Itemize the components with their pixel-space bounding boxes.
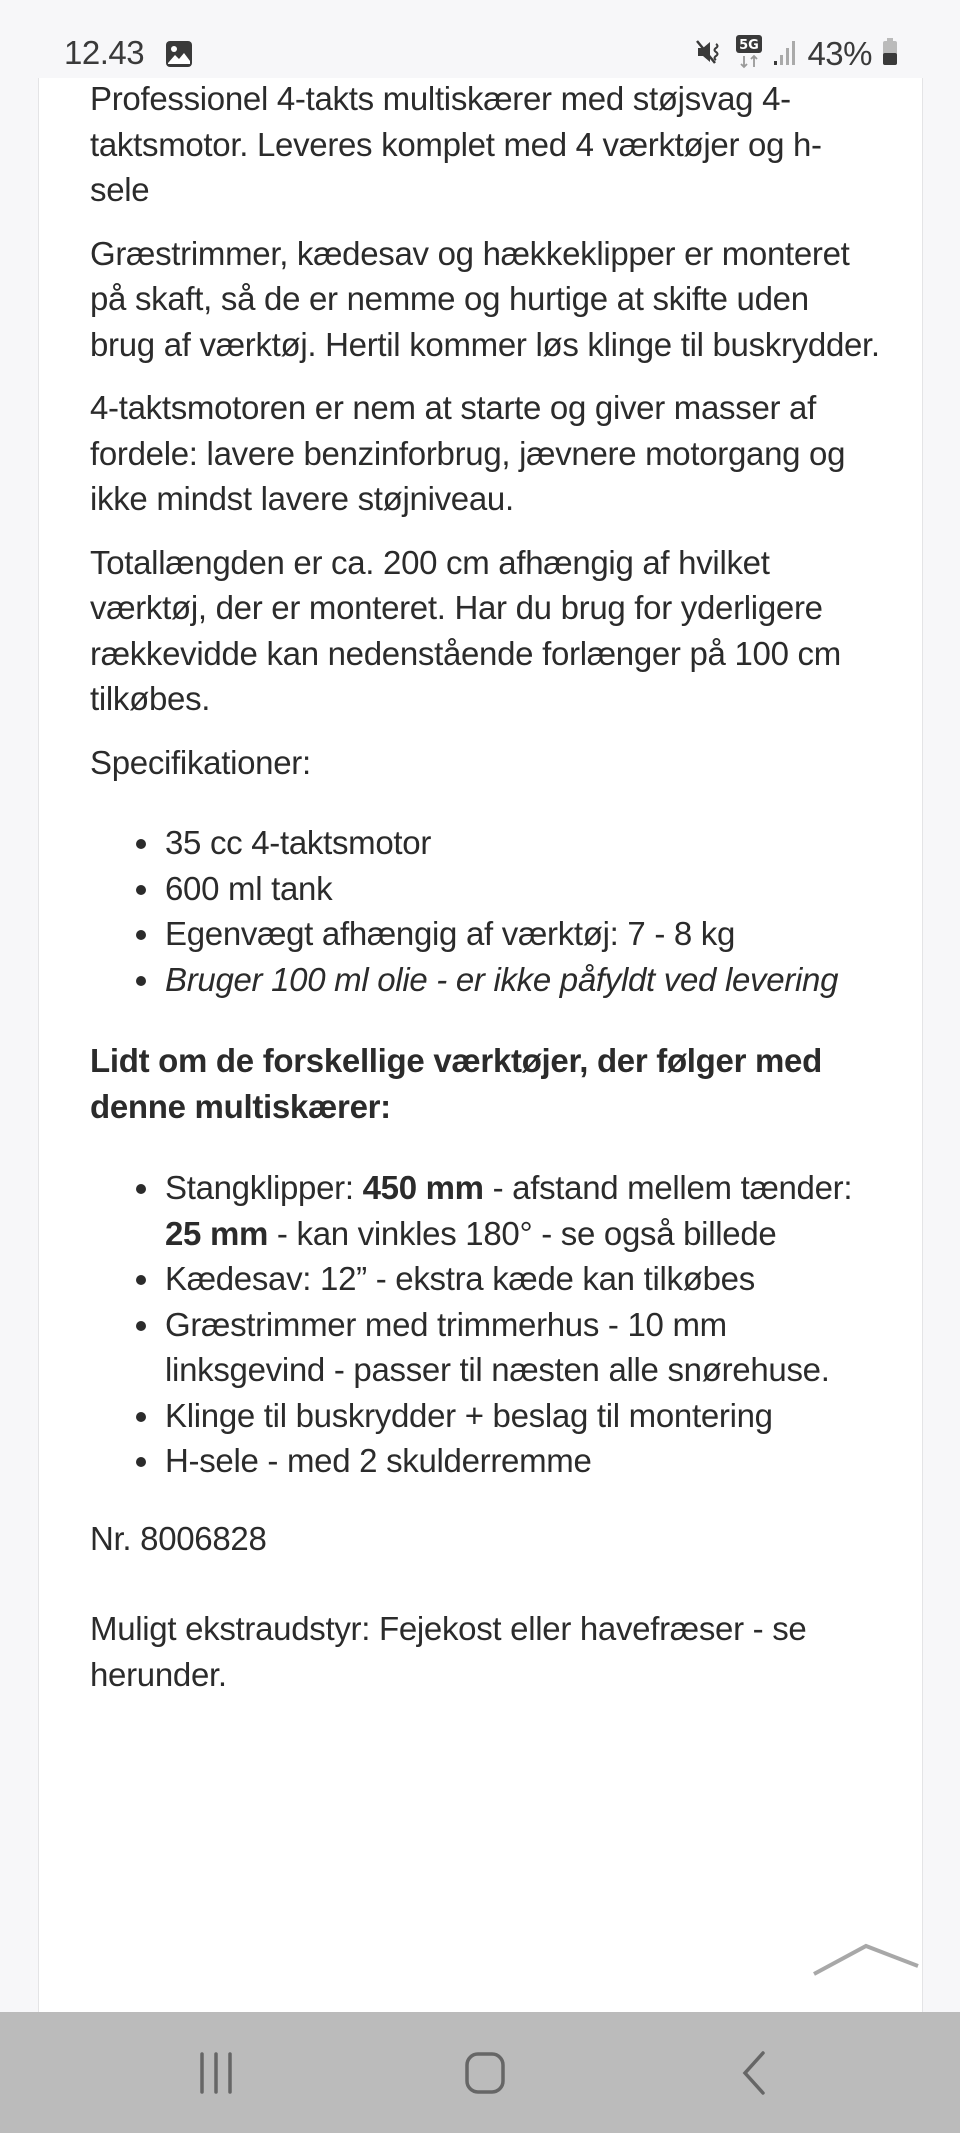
back-button[interactable] <box>724 2048 784 2098</box>
recent-apps-button[interactable] <box>186 2048 246 2098</box>
accessories-text: Muligt ekstraudstyr: Fejekost eller havefræser - se herunder. <box>90 1610 807 1693</box>
tool-item: Græstrimmer med trimmerhus - 10 mm linksgevind - passer til næsten alle snørehuse. <box>165 1302 880 1393</box>
intro-paragraph: Professionel 4-takts multiskærer med støjsvag 4-taktsmotor. Leveres komplet med 4 værktøjer og h-sele <box>90 80 822 208</box>
gallery-notification-icon <box>165 40 193 68</box>
svg-text:5G: 5G <box>739 37 760 53</box>
recent-apps-icon <box>196 2051 236 2095</box>
item-number: Nr. 8006828 <box>90 1519 267 1557</box>
chevron-up-icon <box>812 1942 920 1978</box>
spec-item: Bruger 100 ml olie - er ikke påfyldt ved levering <box>165 957 880 1003</box>
tool-item: Klinge til buskrydder + beslag til montering <box>165 1393 880 1439</box>
5g-data-icon <box>735 35 763 74</box>
tool-item: Kædesav: 12” - ekstra kæde kan tilkøbes <box>165 1256 880 1302</box>
specifications-list <box>90 820 880 1002</box>
product-description <box>90 76 880 1715</box>
spec-item: 600 ml tank <box>165 866 880 912</box>
battery-icon <box>882 38 898 71</box>
status-time: 12.43 <box>64 34 145 71</box>
status-bar <box>0 0 960 78</box>
spec-item: Egenvægt afhængig af værktøj: 7 - 8 kg <box>165 911 880 957</box>
battery-percent: 43% <box>807 35 872 72</box>
engine-paragraph: 4-taktsmotoren er nem at starte og giver masser af fordele: lavere benzinforbrug, jævnere motorgang og ikke mindst lavere støjniveau. <box>90 389 846 517</box>
home-button[interactable] <box>455 2048 515 2098</box>
back-icon <box>739 2051 769 2095</box>
scroll-to-top-button[interactable] <box>812 1942 920 1978</box>
specifications-heading: Specifikationer: <box>90 743 311 781</box>
navigation-bar <box>0 2012 960 2133</box>
spec-item: 35 cc 4-taktsmotor <box>165 820 880 866</box>
tools-list <box>90 1165 880 1484</box>
tool-item: Stangklipper: 450 mm - afstand mellem tænder: 25 mm - kan vinkles 180° - se også billede <box>165 1165 880 1256</box>
length-paragraph: Totallængden er ca. 200 cm afhængig af hvilket værktøj, der er monteret. Har du brug for yderligere rækkevidde kan nedenstående forlænger på 100 cm tilkøbes. <box>90 543 841 717</box>
tool-item: H-sele - med 2 skulderremme <box>165 1438 880 1484</box>
status-icons <box>695 34 898 74</box>
tools-heading: Lidt om de forskellige værktøjer, der følger med denne multiskærer: <box>90 1042 822 1125</box>
mute-vibrate-icon <box>695 37 725 72</box>
tools-paragraph: Græstrimmer, kædesav og hækkeklipper er monteret på skaft, så de er nemme og hurtige at skifte uden brug af værktøj. Hertil kommer løs klinge til buskrydder. <box>90 234 880 363</box>
home-icon <box>463 2051 507 2095</box>
signal-strength-icon <box>773 38 797 71</box>
